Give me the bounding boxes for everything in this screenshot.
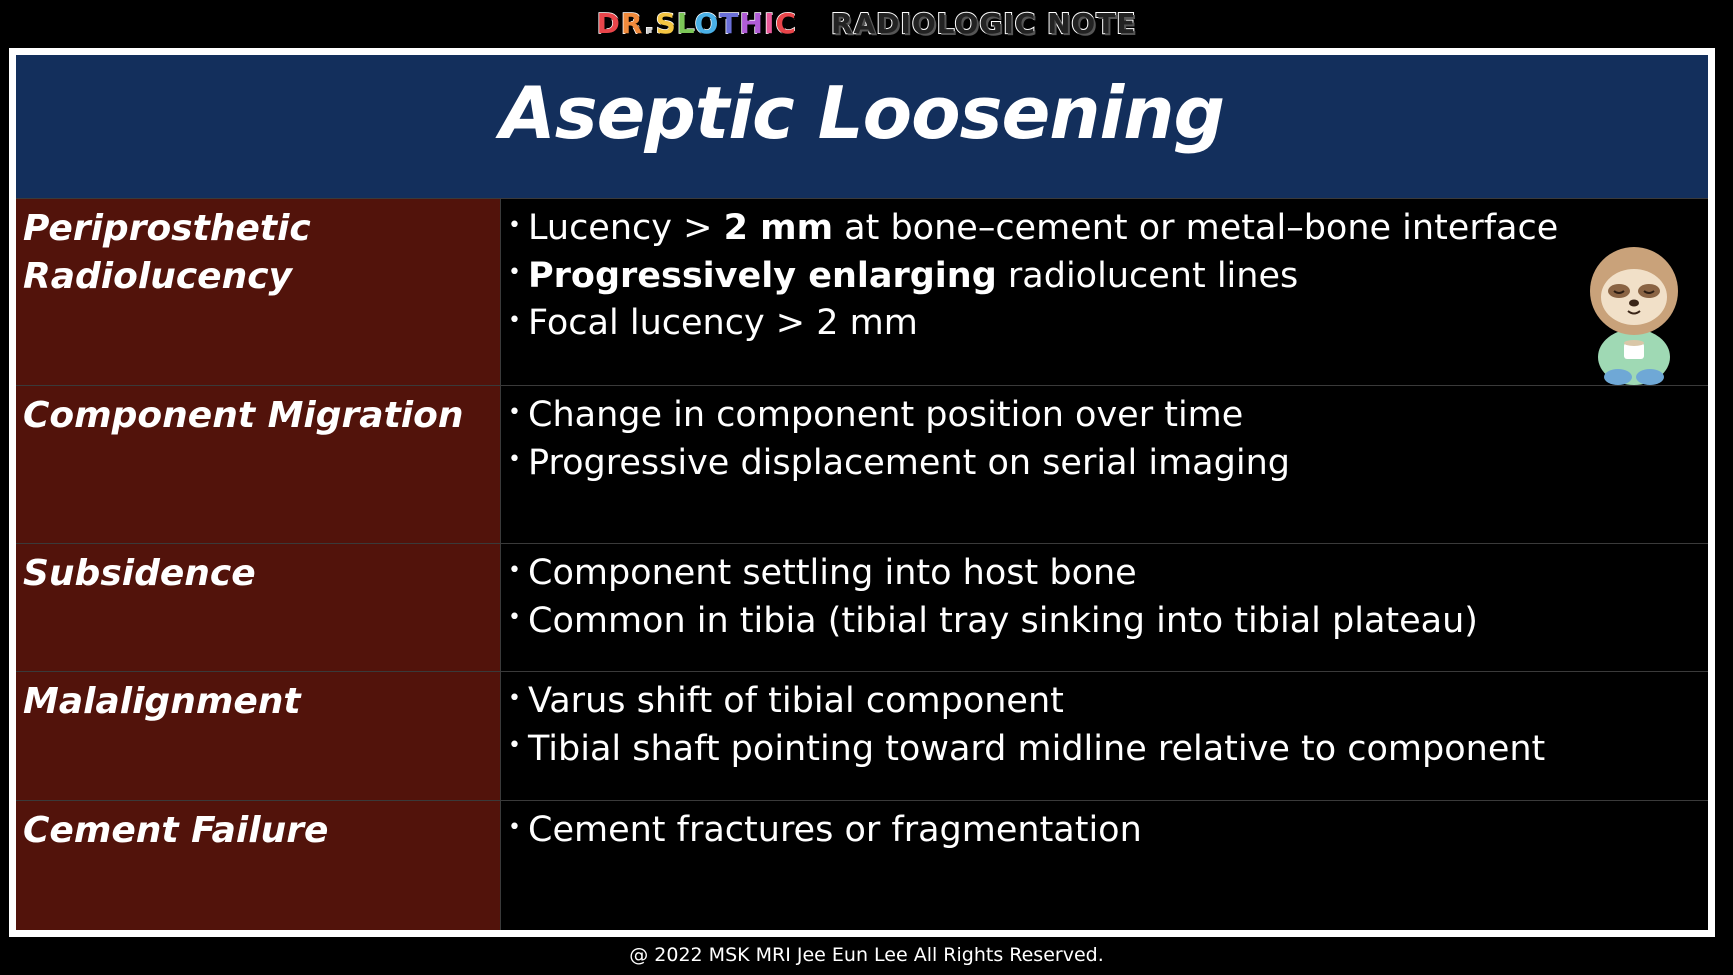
table-row [16, 198, 1708, 385]
brand-letter: O [694, 6, 720, 40]
brand-letter: . [643, 6, 656, 40]
row-description [501, 801, 1708, 930]
item-text: Progressive displacement on serial imaging [528, 442, 1290, 483]
brand-letter: L [676, 6, 695, 40]
brand-letter: R [620, 6, 644, 40]
list-item [508, 598, 1708, 646]
bullet-list [508, 205, 1708, 348]
bullet-dot-icon: • [508, 307, 521, 333]
list-item [508, 392, 1708, 440]
item-text: radiolucent lines [996, 255, 1299, 296]
copyright-footer: @ 2022 MSK MRI Jee Eun Lee All Rights Reserved. [629, 944, 1104, 966]
title-bar [16, 55, 1708, 198]
sloth-mascot-icon [1574, 239, 1692, 389]
bullet-dot-icon: • [508, 685, 521, 711]
brand-letter: H [739, 6, 764, 40]
bullet-dot-icon: • [508, 557, 521, 583]
bullet-dot-icon: • [508, 399, 521, 425]
row-term: Component Migration [16, 386, 501, 543]
brand-letter: C [775, 6, 797, 40]
bullet-dot-icon: • [508, 447, 521, 472]
bullet-dot-icon: • [508, 733, 521, 758]
table-row [16, 385, 1708, 543]
item-text: Varus shift of tibial component [528, 681, 1064, 721]
item-text: at bone–cement or metal–bone interface [833, 208, 1559, 248]
list-item [508, 726, 1708, 774]
row-term: Subsidence [16, 544, 501, 671]
row-description [501, 672, 1708, 800]
list-item [508, 550, 1708, 598]
row-term: Cement Failure [16, 801, 501, 930]
list-item [508, 807, 1708, 855]
brand-letter: T [719, 6, 740, 40]
bullet-dot-icon: • [508, 605, 521, 630]
brand-header [0, 0, 1733, 46]
table-row [16, 543, 1708, 671]
note-card [9, 48, 1715, 937]
row-description [501, 386, 1708, 543]
item-text: Cement fractures or fragmentation [528, 810, 1142, 850]
list-item [508, 440, 1708, 488]
bullet-dot-icon: • [508, 212, 521, 238]
row-term: Malalignment [16, 672, 501, 800]
item-emphasis: Progressively enlarging [528, 255, 997, 296]
brand-subtitle: RADIOLOGIC NOTE [830, 6, 1137, 40]
list-item [508, 205, 1708, 253]
item-emphasis: 2 mm [723, 208, 834, 248]
item-text: Tibial shaft pointing toward midline relative to component [528, 728, 1546, 769]
bullet-dot-icon: • [508, 260, 521, 285]
item-text: Change in component position over time [528, 395, 1244, 435]
list-item [508, 678, 1708, 726]
brand-letter: S [655, 6, 677, 40]
findings-table [16, 198, 1708, 930]
bullet-list [508, 678, 1708, 773]
table-row [16, 800, 1708, 930]
bullet-dot-icon: • [508, 814, 521, 840]
row-description [501, 544, 1708, 671]
brand-letter: I [763, 6, 776, 40]
brand-letter: D [596, 6, 621, 40]
list-item [508, 300, 1708, 348]
bullet-list [508, 392, 1708, 487]
bullet-list [508, 807, 1708, 855]
row-description [501, 199, 1708, 385]
table-row [16, 671, 1708, 800]
item-text: Common in tibia (tibial tray sinking into tibial plateau) [528, 600, 1478, 641]
bullet-list [508, 550, 1708, 645]
page-title: Aseptic Loosening [499, 70, 1225, 155]
item-text: Lucency > [528, 208, 724, 248]
item-text: Focal lucency > 2 mm [528, 303, 918, 343]
brand-logo-drslothic [597, 7, 797, 40]
list-item [508, 253, 1708, 301]
row-term: Periprosthetic Radiolucency [16, 199, 501, 385]
item-text: Component settling into host bone [528, 553, 1137, 593]
